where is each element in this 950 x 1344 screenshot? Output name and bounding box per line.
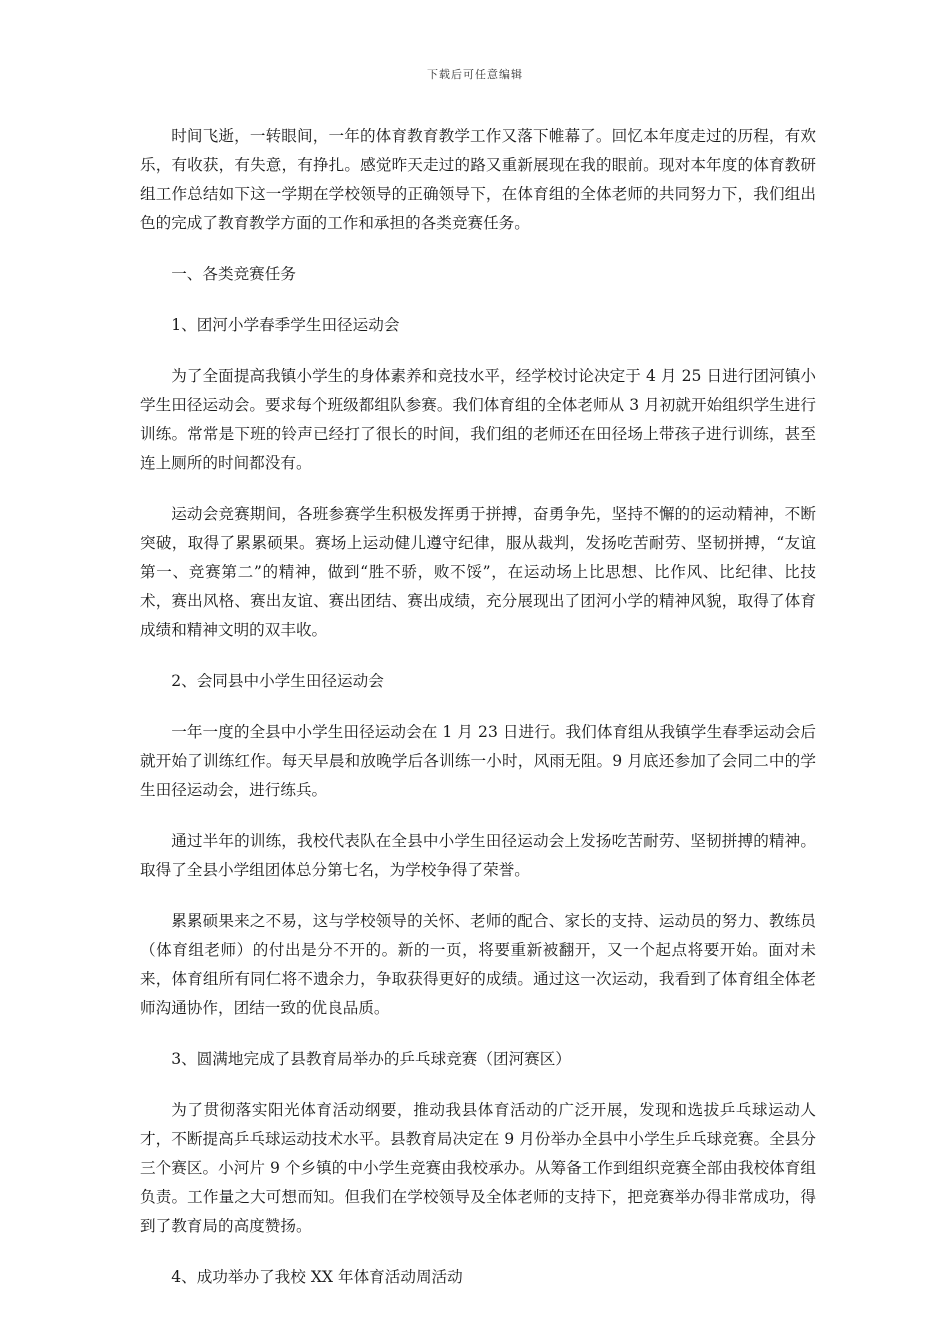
body-paragraph: 为了贯彻落实阳光体育活动纲要，推动我县体育活动的广泛开展，发现和选拔乒乓球运动人才，不断提高乒乓球运动技术水平。县教育局决定在 9 月份举办全县中小学生乒乓球竞赛。全县分三个赛区。小河片 9 个乡镇的中小学生竞赛由我校承办。从筹备工作到组织竞赛全部由我校体育组负责。工作量之大可想而知。但我们在学校领导及全体老师的支持下，把竞赛举办得非常成功，得到了教育局的高度赞扬。 <box>140 1101 816 1235</box>
intro-paragraph: 时间飞逝，一转眼间，一年的体育教育教学工作又落下帷幕了。回忆本年度走过的历程，有欢乐，有收获，有失意，有挣扎。感觉昨天走过的路又重新展现在我的眼前。现对本年度的体育教研组工作总结如下这一学期在学校领导的正确领导下，在体育组的全体老师的共同努力下，我们组出色的完成了教育教学方面的工作和承担的各类竞赛任务。 <box>140 127 816 232</box>
page-header: 下载后可任意编辑 <box>427 68 523 81</box>
body-paragraph: 为了全面提高我镇小学生的身体素养和竞技水平，经学校讨论决定于 4 月 25 日进行团河镇小学生田径运动会。要求每个班级都组队参赛。我们体育组的全体老师从 3 月初就开始组织学生进行训练。常常是下班的铃声已经打了很长的时间，我们组的老师还在田径场上带孩子进行训练，甚至连上厕所的时间都没有。 <box>140 367 816 472</box>
subsection-heading: 2、会同县中小学生田径运动会 <box>171 672 384 690</box>
subsection-heading: 3、圆满地完成了县教育局举办的乒乓球竞赛（团河赛区） <box>171 1050 571 1068</box>
subsection-heading: 1、团河小学春季学生田径运动会 <box>171 316 400 334</box>
section-heading: 一、各类竞赛任务 <box>171 265 296 283</box>
body-paragraph: 通过半年的训练，我校代表队在全县中小学生田径运动会上发扬吃苦耐劳、坚韧拼搏的精神。取得了全县小学组团体总分第七名，为学校争得了荣誉。 <box>140 832 816 879</box>
body-paragraph: 运动会竞赛期间，各班参赛学生积极发挥勇于拼搏，奋勇争先，坚持不懈的的运动精神，不断突破，取得了累累硕果。赛场上运动健儿遵守纪律，服从裁判，发扬吃苦耐劳、坚韧拼搏，“友谊第一、竞赛第二”的精神，做到“胜不骄，败不馁”，在运动场上比思想、比作风、比纪律、比技术，赛出风格、赛出友谊、赛出团结、赛出成绩，充分展现出了团河小学的精神风貌，取得了体育成绩和精神文明的双丰收。 <box>140 505 816 639</box>
document-body <box>140 122 816 1314</box>
body-paragraph: 累累硕果来之不易，这与学校领导的关怀、老师的配合、家长的支持、运动员的努力、教练员（体育组老师）的付出是分不开的。新的一页，将要重新被翻开，又一个起点将要开始。面对未来，体育组所有同仁将不遗余力，争取获得更好的成绩。通过这一次运动，我看到了体育组全体老师沟通协作，团结一致的优良品质。 <box>140 912 816 1017</box>
body-paragraph: 一年一度的全县中小学生田径运动会在 1 月 23 日进行。我们体育组从我镇学生春季运动会后就开始了训练红作。每天早晨和放晚学后各训练一小时，风雨无阻。9 月底还参加了会同二中的学生田径运动会，进行练兵。 <box>140 723 816 799</box>
subsection-heading: 4、成功举办了我校 XX 年体育活动周活动 <box>171 1268 463 1286</box>
